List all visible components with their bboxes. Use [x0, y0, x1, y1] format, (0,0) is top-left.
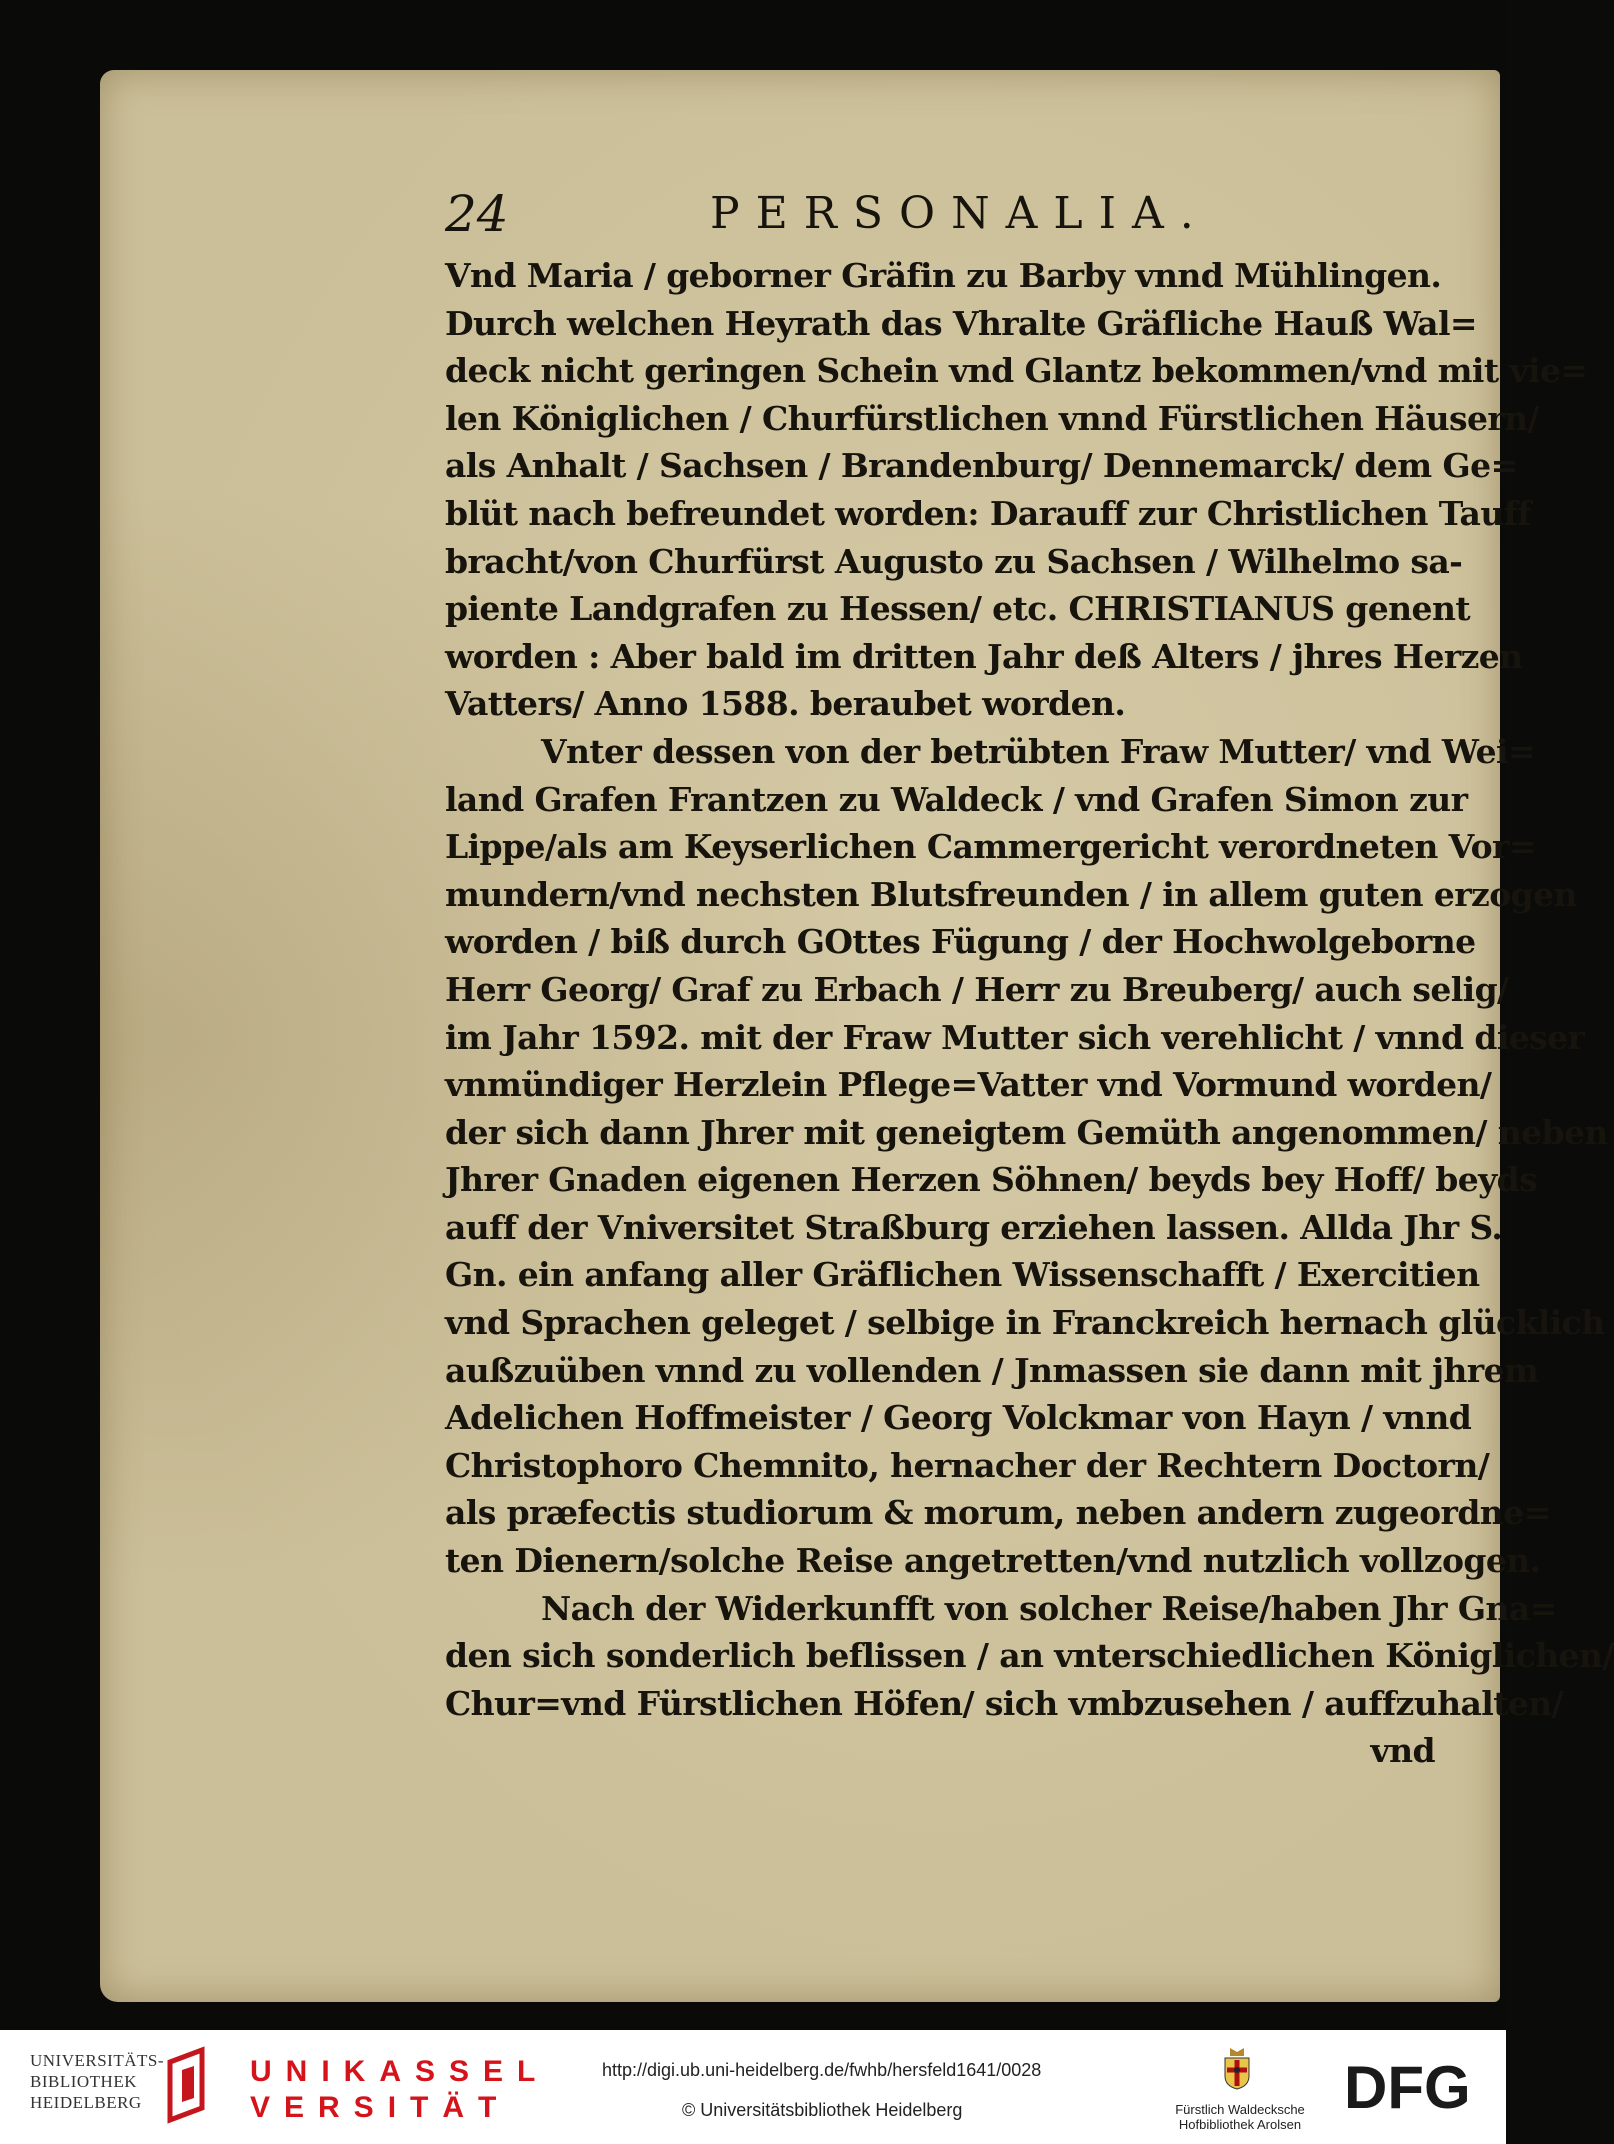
- text-line: ten Dienern/solche Reise angetretten/vnd nutzlich vollzogen.: [445, 1541, 1541, 1581]
- waldeck-line: Fürstlich Waldecksche: [1175, 2102, 1305, 2117]
- waldeck-line: Hofbibliothek Arolsen: [1178, 2117, 1302, 2132]
- text-line: der sich dann Jhrer mit geneigtem Gemüth angenommen/ neben: [445, 1112, 1608, 1152]
- text-line: den sich sonderlich beflissen / an vnterschiedlichen Königlichen/: [445, 1636, 1614, 1676]
- text-line: im Jahr 1592. mit der Fraw Mutter sich verehlicht / vnnd dieser: [445, 1017, 1585, 1057]
- ub-seal-icon: [162, 2048, 216, 2122]
- text-line: außzuüben vnnd zu vollenden / Jnmassen sie dann mit jhrem: [445, 1350, 1539, 1390]
- text-line: blüt nach befreundet worden: Darauff zur Christlichen Tauff: [445, 493, 1531, 533]
- text-line: Lippe/als am Keyserlichen Cammergericht verordneten Vor=: [445, 827, 1536, 867]
- uni-kassel-logo[interactable]: [250, 2054, 550, 2126]
- text-line: bracht/von Churfürst Augusto zu Sachsen / Wilhelmo sa-: [445, 541, 1463, 581]
- text-line: land Grafen Frantzen zu Waldeck / vnd Grafen Simon zur: [445, 779, 1468, 819]
- text-line: Nach der Widerkunfft von solcher Reise/haben Jhr Gna=: [541, 1588, 1557, 1628]
- copyright-text: © Universitätsbibliothek Heidelberg: [682, 2100, 963, 2120]
- text-line: Durch welchen Heyrath das Vhralte Gräfliche Hauß Wal=: [445, 303, 1477, 343]
- text-line: mundern/vnd nechsten Blutsfreunden / in allem guten erzogen: [445, 874, 1577, 914]
- text-line: len Königlichen / Churfürstlichen vnnd Fürstlichen Häusern/: [445, 398, 1539, 438]
- text-line: vnd Sprachen geleget / selbige in Franckreich hernach glücklich: [445, 1303, 1605, 1343]
- text-line: Christophoro Chemnito, hernacher der Rechtern Doctorn/: [445, 1445, 1490, 1485]
- page-number: 24: [445, 185, 509, 243]
- text-line: auff der Vniversitet Straßburg erziehen lassen. Allda Jhr S.: [445, 1207, 1503, 1247]
- library-name-line: UNIVERSITÄTS-: [30, 2051, 164, 2070]
- running-title: PERSONALIA.: [710, 188, 1210, 239]
- text-line: piente Landgrafen zu Hessen/ etc. CHRISTIANUS genent: [445, 589, 1470, 629]
- text-line: Adelichen Hoffmeister / Georg Volckmar von Hayn / vnnd: [445, 1398, 1472, 1438]
- text-line: Herr Georg/ Graf zu Erbach / Herr zu Breuberg/ auch selig/: [445, 969, 1509, 1009]
- text-block: [445, 180, 1614, 1775]
- kassel-line-2: VERSITÄT: [250, 2091, 511, 2124]
- dfg-logo[interactable]: [1340, 2050, 1480, 2120]
- library-name-line: HEIDELBERG: [30, 2093, 142, 2112]
- waldeck-library-name: [1160, 2102, 1320, 2132]
- text-line: Vnd Maria / geborner Gräfin zu Barby vnnd Mühlingen.: [445, 256, 1442, 295]
- dfg-logo-text: DFG: [1344, 2054, 1471, 2121]
- text-line: Vatters/ Anno 1588. beraubet worden.: [445, 684, 1126, 724]
- text-line: Gn. ein anfang aller Gräflichen Wissenschafft / Exercitien: [445, 1255, 1480, 1295]
- text-line: vnmündiger Herzlein Pflege=Vatter vnd Vormund worden/: [445, 1065, 1492, 1105]
- text-line: als Anhalt / Sachsen / Brandenburg/ Dennemarck/ dem Ge=: [445, 446, 1518, 486]
- text-line: worden : Aber bald im dritten Jahr deß Alters / jhres Herzen: [445, 636, 1523, 676]
- viewer-footer: [0, 2030, 1506, 2144]
- text-line: Chur=vnd Fürstlichen Höfen/ sich vmbzusehen / auffzuhalten/: [445, 1683, 1564, 1723]
- source-url-link[interactable]: http://digi.ub.uni-heidelberg.de/fwhb/hersfeld1641/0028: [602, 2060, 1042, 2080]
- text-line: deck nicht geringen Schein vnd Glantz bekommen/vnd mit vie=: [445, 351, 1588, 391]
- catchword: vnd: [1370, 1731, 1435, 1771]
- text-line: als præfectis studiorum & morum, neben andern zugeordne=: [445, 1493, 1551, 1533]
- waldeck-crest-icon: [1222, 2046, 1252, 2090]
- text-line: worden / biß durch GOttes Fügung / der Hochwolgeborne: [445, 922, 1476, 962]
- text-line: Vnter dessen von der betrübten Fraw Mutter/ vnd Wei=: [541, 731, 1536, 771]
- kassel-line-1: UNIKASSEL: [250, 2055, 550, 2088]
- text-line: Jhrer Gnaden eigenen Herzen Söhnen/ beyds bey Hoff/ beyds: [445, 1160, 1538, 1200]
- library-name-line: BIBLIOTHEK: [30, 2072, 137, 2091]
- running-head: [445, 180, 1435, 252]
